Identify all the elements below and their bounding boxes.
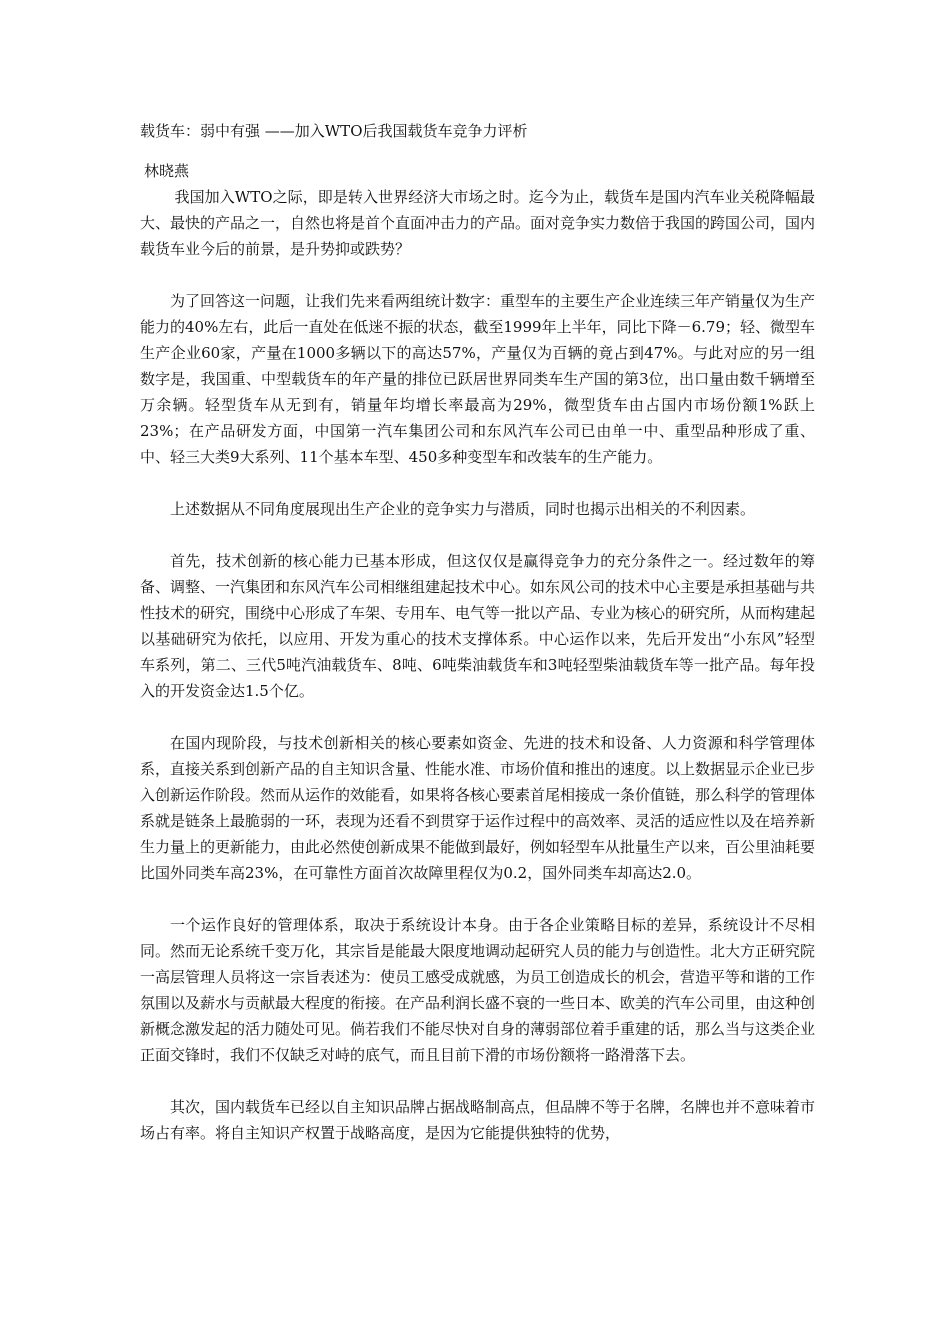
paragraph-5: 在国内现阶段，与技术创新相关的核心要素如资金、先进的技术和设备、人力资源和科学管理体系，直接关系到创新产品的自主知识含量、性能水准、市场价值和推出的速度。以上数据显示企业已步入创新运作阶段。然而从运作的效能看，如果将各核心要素首尾相接成一条价值链，那么科学的管理体系就是链条上最脆弱的一环，表现为还看不到贯穿于运作过程中的高效率、灵活的适应性以及在培养新生力量上的更新能力，由此必然使创新成果不能做到最好，例如轻型车从批量生产以来，百公里油耗要比国外同类车高23%，在可靠性方面首次故障里程仅为0.2，国外同类车却高达2.0。 [140, 734, 816, 882]
paragraph-2: 为了回答这一问题，让我们先来看两组统计数字：重型车的主要生产企业连续三年产销量仅为生产能力的40%左右，此后一直处在低迷不振的状态，截至1999年上半年，同比下降－6.79；轻、微型车生产企业60家，产量在1000多辆以下的高达57%，产量仅为百辆的竟占到47%。与此对应的另一组数字是，我国重、中型载货车的年产量的排位已跃居世界同类车生产国的第3位，出口量由数千辆增至万余辆。轻型货车从无到有，销量年均增长率最高为29%，微型货车由占国内市场份额1%跃上23%；在产品研发方面，中国第一汽车集团公司和东风汽车公司已由单一中、重型品种形成了重、中、轻三大类9大系列、11个基本车型、450多种变型车和改装车的生产能力。 [140, 292, 816, 466]
document-page [140, 120, 815, 1172]
paragraph-7: 其次，国内载货车已经以自主知识品牌占据战略制高点，但品牌不等于名牌，名牌也并不意味着市场占有率。将自主知识产权置于战略高度，是因为它能提供独特的优势， [140, 1098, 816, 1142]
paragraph-6: 一个运作良好的管理体系，取决于系统设计本身。由于各企业策略目标的差异，系统设计不尽相同。然而无论系统千变万化，其宗旨是能最大限度地调动起研究人员的能力与创造性。北大方正研究院一高层管理人员将这一宗旨表述为：使员工感受成就感，为员工创造成长的机会，营造平等和谐的工作氛围以及薪水与贡献最大程度的衔接。在产品利润长盛不衰的一些日本、欧美的汽车公司里，由这种创新概念激发起的活力随处可见。倘若我们不能尽快对自身的薄弱部位着手重建的话，那么当与这类企业正面交锋时，我们不仅缺乏对峙的底气，而且目前下滑的市场份额将一路滑落下去。 [140, 916, 816, 1064]
document-title: 载货车：弱中有强 ——加入WTO后我国载货车竞争力评析 [140, 122, 528, 140]
paragraph-1: 我国加入WTO之际，即是转入世界经济大市场之时。迄今为止，载货车是国内汽车业关税降幅最大、最快的产品之一，自然也将是首个直面冲击力的产品。面对竞争实力数倍于我国的跨国公司，国内载货车业今后的前景，是升势抑或跌势？ [140, 188, 816, 258]
paragraph-3: 上述数据从不同角度展现出生产企业的竞争实力与潜质，同时也揭示出相关的不利因素。 [170, 500, 756, 518]
document-author: 林晓燕 [144, 162, 190, 180]
paragraph-4: 首先，技术创新的核心能力已基本形成，但这仅仅是赢得竞争力的充分条件之一。经过数年的筹备、调整、一汽集团和东风汽车公司相继组建起技术中心。如东风公司的技术中心主要是承担基础与共性技术的研究，围绕中心形成了车架、专用车、电气等一批以产品、专业为核心的研究所，从而构建起以基础研究为依托，以应用、开发为重心的技术支撑体系。中心运作以来，先后开发出“小东风”轻型车系列，第二、三代5吨汽油载货车、8吨、6吨柴油载货车和3吨轻型柴油载货车等一批产品。每年投入的开发资金达1.5个亿。 [140, 552, 816, 700]
